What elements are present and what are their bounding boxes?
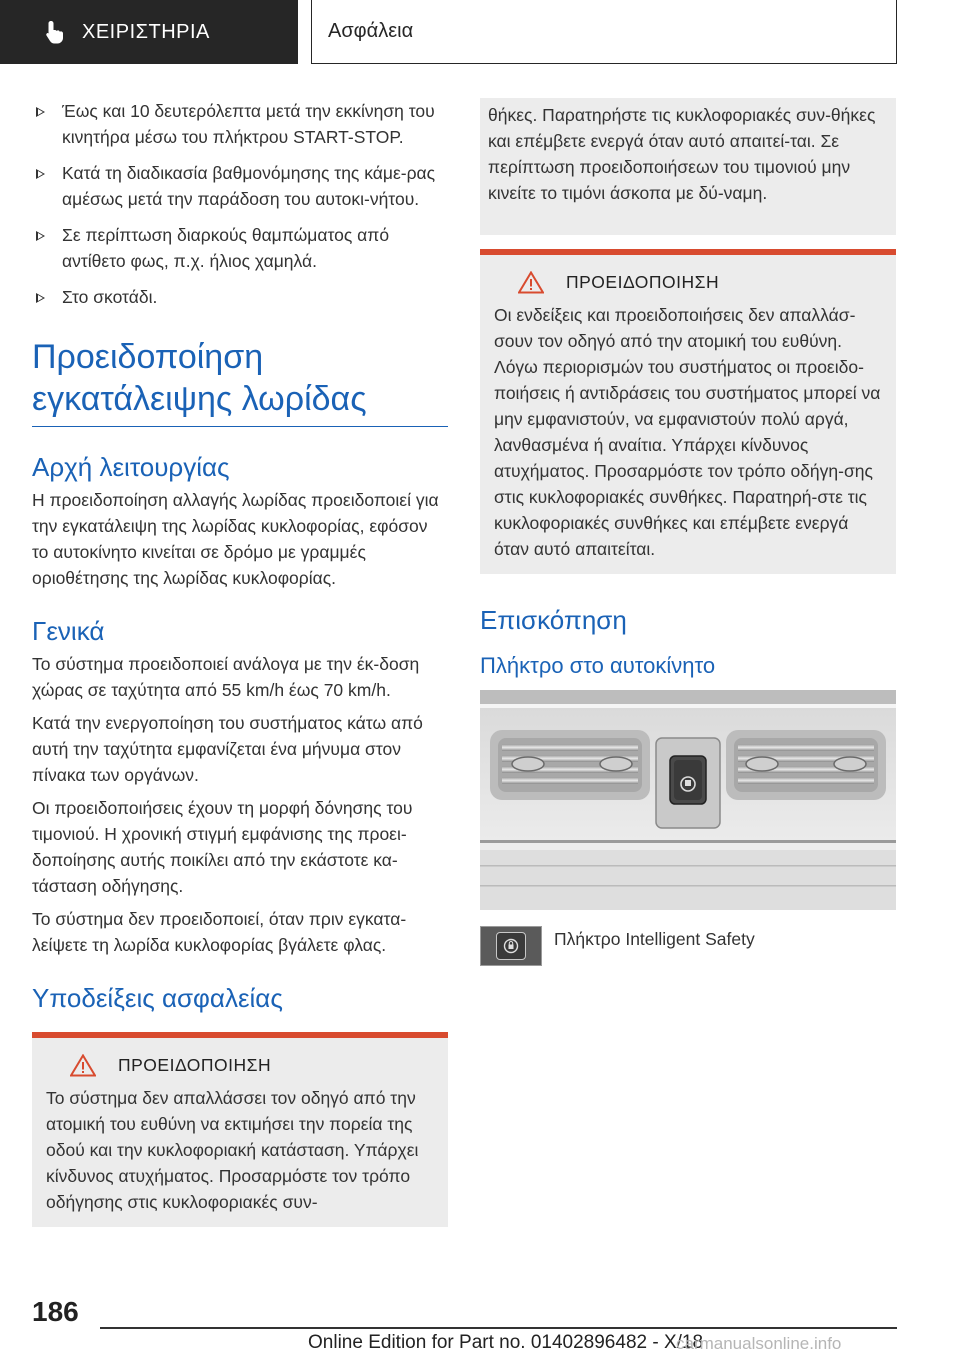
section-label: ΧΕΙΡΙΣΤΗΡΙΑ bbox=[82, 20, 210, 43]
overview-heading: Επισκόπηση bbox=[480, 605, 627, 635]
page-header bbox=[0, 0, 960, 68]
warning-title-text: ΠΡΟΕΙΔΟΠΟΙΗΣΗ bbox=[118, 1055, 272, 1075]
bullet-text: Κατά τη διαδικασία βαθμονόμησης της κάμε-ρας αμέσως μετά την παράδοση του αυτοκι-νήτου. bbox=[62, 163, 436, 209]
general-heading: Γενικά bbox=[32, 616, 105, 646]
bullet-text: Σε περίπτωση διαρκούς θαμπώματος από αντίθετο φως, π.χ. ήλιος χαμηλά. bbox=[62, 225, 390, 271]
hand-pointer-icon bbox=[42, 19, 68, 45]
general-paragraph-2: Κατά την ενεργοποίηση του συστήματος κάτω από αυτή την ταχύτητα εμφανίζεται ένα μήνυμα στον πίνακα των οργάνων. bbox=[32, 713, 423, 785]
list-item bbox=[32, 284, 448, 310]
watermark: carmanualsonline.info bbox=[676, 1334, 842, 1353]
warning-triangle-icon bbox=[70, 1054, 96, 1077]
bullet-text: Στο σκοτάδι. bbox=[62, 287, 158, 307]
warning-text: Το σύστημα δεν απαλλάσσει τον οδηγό από την ατομική του ευθύνη να εκτιμήσει την πορεία της οδού και την κυκλοφοριακή κατάσταση. Υπάρχει κίνδυνος ατυχήματος. Προσαρμόστε τον τρόπο οδήγησης στις κυκλοφοριακές συν- bbox=[46, 1088, 419, 1212]
warning-box-continued bbox=[480, 98, 896, 235]
left-column bbox=[32, 98, 448, 1227]
section-tab bbox=[0, 0, 298, 64]
warning-box bbox=[32, 1032, 448, 1227]
button-heading: Πλήκτρο στο αυτοκίνητο bbox=[480, 653, 716, 678]
button-thumbnail bbox=[480, 926, 542, 966]
dashboard-button-photo bbox=[480, 690, 896, 910]
page-footer bbox=[0, 1296, 960, 1362]
caption-text: Πλήκτρο Intelligent Safety bbox=[554, 929, 755, 949]
bullet-text: Έως και 10 δευτερόλεπτα μετά την εκκίνηση του κινητήρα μέσω του πλήκτρου START-STOP. bbox=[62, 101, 435, 147]
warning-title bbox=[46, 1054, 434, 1077]
triangle-bullet-icon bbox=[36, 169, 45, 179]
list-item bbox=[32, 160, 448, 212]
chapter-title: Ασφάλεια bbox=[311, 0, 897, 64]
safety-heading: Υποδείξεις ασφαλείας bbox=[32, 983, 283, 1013]
general-paragraph-3: Οι προειδοποιήσεις έχουν τη μορφή δόνησης του τιμονιού. Η χρονική στιγμή εμφάνισης της προει-δοποίησης αυτής ποικίλει από την εκάστοτε κα-τάσταση οδήγησης. bbox=[32, 798, 413, 896]
list-item bbox=[32, 98, 448, 150]
triangle-bullet-icon bbox=[36, 231, 45, 241]
general-paragraph-4: Το σύστημα δεν προειδοποιεί, όταν πριν εγκατα-λείψετε τη λωρίδα κυκλοφορίας βγάλετε φλας. bbox=[32, 909, 407, 955]
edition-text: Online Edition for Part no. 01402896482 - X/18 bbox=[308, 1332, 704, 1353]
triangle-bullet-icon bbox=[36, 107, 45, 117]
warning-box bbox=[480, 249, 896, 574]
principle-text: Η προειδοποίηση αλλαγής λωρίδας προειδοποιεί για την εγκατάλειψη της λωρίδας κυκλοφορίας, εφόσον το αυτοκίνητο κινείται σε δρόμο με γραμμές οριοθέτησης της λωρίδας κυκλοφορίας. bbox=[32, 490, 439, 588]
warning-text-continued: θήκες. Παρατηρήστε τις κυκλοφοριακές συν-θήκες και επέμβετε ενεργά όταν αυτό απαιτεί-ται. Σε περίπτωση προειδοποιήσεων του τιμονιού μην κινείτε το τιμόνι άσκοπα με δύ-ναμη. bbox=[488, 105, 876, 203]
triangle-bullet-icon bbox=[36, 293, 45, 303]
warning-triangle-icon bbox=[518, 271, 544, 294]
lock-icon bbox=[503, 938, 519, 954]
warning-title-text: ΠΡΟΕΙΔΟΠΟΙΗΣΗ bbox=[566, 272, 720, 292]
principle-heading: Αρχή λειτουργίας bbox=[32, 452, 230, 482]
page-number: 186 bbox=[32, 1296, 79, 1327]
right-column bbox=[480, 98, 896, 966]
main-heading: Προειδοποίηση εγκατάλειψης λωρίδας bbox=[32, 336, 448, 427]
intelligent-safety-button-icon bbox=[496, 932, 526, 960]
general-paragraph-1: Το σύστημα προειδοποιεί ανάλογα με την έκ-δοση χώρας σε ταχύτητα από 55 km/h έως 70 km/h. bbox=[32, 654, 420, 700]
footer-divider bbox=[100, 1327, 897, 1329]
warning-title bbox=[494, 271, 882, 294]
center-console-illustration bbox=[480, 690, 896, 910]
figure-caption bbox=[480, 926, 896, 966]
list-item bbox=[32, 222, 448, 274]
warning-text: Οι ενδείξεις και προειδοποιήσεις δεν απαλλάσ-σουν τον οδηγό από την ατομική του ευθύνη. Λόγω περιορισμών του συστήματος οι προειδο-ποιήσεις ή αντιδράσεις του συστήματος μπορεί να μην εμφανιστούν, να εμφανιστούν πολύ αργά, λανθασμένα ή αναίτια. Υπάρχει κίνδυνος ατυχήματος. Προσαρμόστε τον τρόπο οδήγη-σης στις κυκλοφοριακές συνθήκες. Παρατηρή-στε τις κυκλοφοριακές συνθήκες και επέμβετε ενεργά όταν αυτό απαιτείται. bbox=[494, 305, 881, 559]
